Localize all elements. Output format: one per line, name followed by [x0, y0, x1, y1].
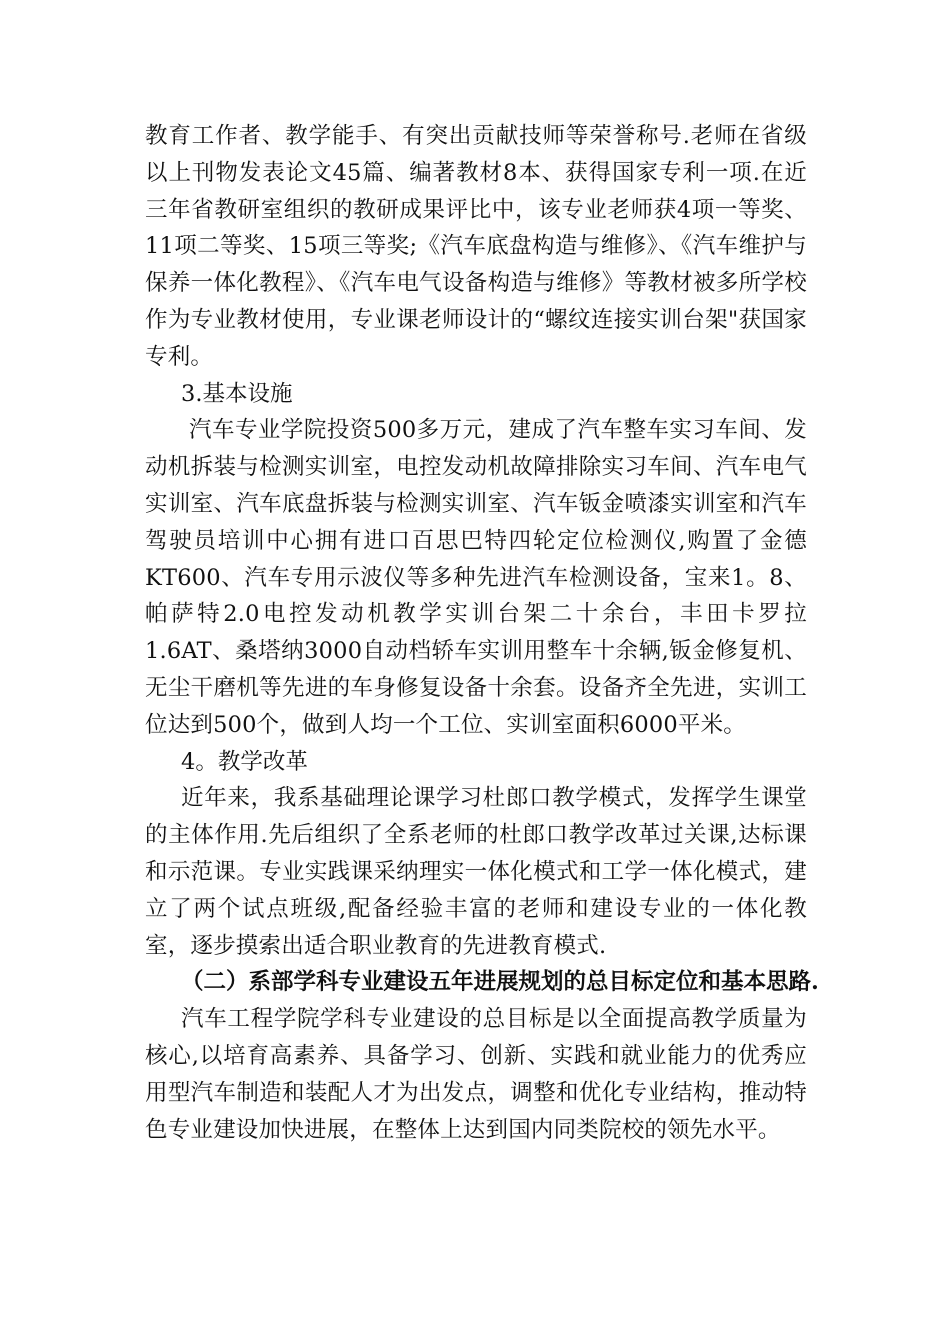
paragraph-teaching-reform: 近年来，我系基础理论课学习杜郎口教学模式，发挥学生课堂的主体作用.先后组织了全系老师的杜郎口教学改革过关课,达标课和示范课。专业实践课采纳理实一体化模式和工学一体化模式，建立了两个试点班级,配备经验丰富的老师和建设专业的一体化教室，逐步摸索出适合职业教育的先进教育模式.	[145, 785, 807, 959]
heading-five-year-plan: （二）系部学科专业建设五年进展规划的总目标定位和基本思路.	[181, 969, 819, 996]
heading-basic-facilities: 3.基本设施	[181, 380, 293, 407]
document-page	[145, 118, 819, 1148]
paragraph-basic-facilities: 汽车专业学院投资500多万元，建成了汽车整车实习车间、发动机拆装与检测实训室，电控发动机故障排除实习车间、汽车电气实训室、汽车底盘拆装与检测实训室、汽车钣金喷漆实训室和汽车驾驶员培训中心拥有进口百思巴特四轮定位检测仪,购置了金德KT600、汽车专用示波仪等多种先进汽车检测设备，宝来1。8、帕萨特2.0电控发动机教学实训台架二十余台，丰田卡罗拉1.6AT、桑塔纳3000自动档轿车实训用整车十余辆,钣金修复机、无尘干磨机等先进的车身修复设备十余套。设备齐全先进，实训工位达到500个，做到人均一个工位、实训室面积6000平米。	[145, 417, 807, 738]
paragraph-staff-achievements: 教育工作者、教学能手、有突出贡献技师等荣誉称号.老师在省级以上刊物发表论文45篇、编著教材8本、获得国家专利一项.在近三年省教研室组织的教研成果评比中，该专业老师获4项一等奖、11项二等奖、15项三等奖;《汽车底盘构造与维修》、《汽车维护与保养一体化教程》、《汽车电气设备构造与维修》等教材被多所学校作为专业教材使用，专业课老师设计的“螺纹连接实训台架"获国家专利。	[145, 123, 807, 370]
heading-teaching-reform: 4。教学改革	[181, 748, 308, 775]
paragraph-five-year-goal: 汽车工程学院学科专业建设的总目标是以全面提高教学质量为核心,以培育高素养、具备学习、创新、实践和就业能力的优秀应用型汽车制造和装配人才为出发点，调整和优化专业结构，推动特色专业建设加快进展，在整体上达到国内同类院校的领先水平。	[145, 1006, 807, 1143]
